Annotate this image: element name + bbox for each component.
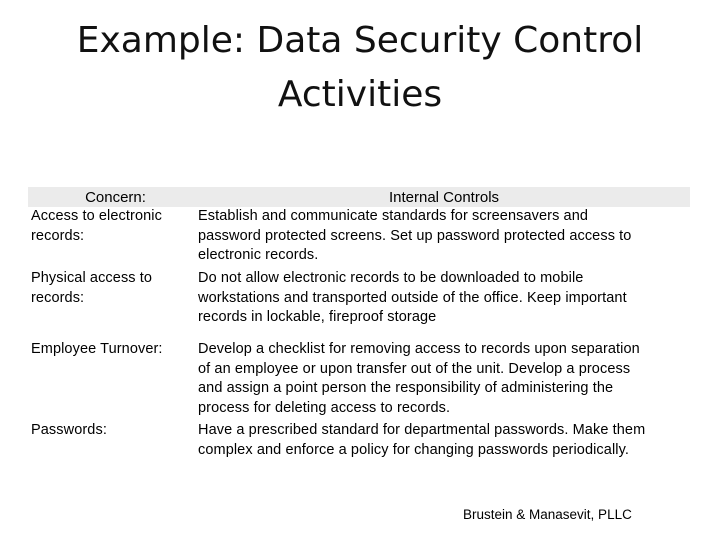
control-text-line: Have a prescribed standard for departmental passwords. Make them — [198, 422, 646, 438]
control-text-line: Do not allow electronic records to be downloaded to mobile — [198, 270, 584, 286]
table-row-1-control — [198, 207, 690, 266]
control-text-line: complex and enforce a policy for changing passwords periodically. — [198, 441, 629, 458]
concern-text-line: Passwords: — [31, 422, 107, 438]
concern-text-line: Access to electronic — [31, 208, 162, 224]
control-text-line: of an employee or upon transfer out of the unit. Develop a process — [198, 360, 631, 377]
control-text-line: records in lockable, fireproof storage — [198, 309, 437, 325]
slide-title — [0, 14, 720, 122]
slide-title-line-1: Example: Data Security Control — [76, 20, 644, 61]
control-text-line: password protected screens. Set up password protected access to — [198, 227, 632, 244]
table-row-4-concern — [31, 421, 191, 441]
control-text-line: electronic records. — [198, 247, 319, 263]
control-text-line: Develop a checklist for removing access to records upon separation — [198, 341, 640, 357]
control-text-line: Establish and communicate standards for screensavers and — [198, 208, 589, 224]
concern-text-line: Physical access to — [31, 270, 153, 286]
control-text-line: process for deleting access to records. — [198, 399, 451, 416]
control-text-line: and assign a point person the responsibility of administering the — [198, 380, 614, 396]
table-row-1-concern — [31, 207, 191, 246]
table-row-2-control — [198, 269, 690, 328]
footer-credit: Brustein & Manasevit, PLLC — [463, 507, 632, 522]
slide-title-line-2: Activities — [277, 74, 443, 115]
concern-text-line: records: — [31, 289, 85, 306]
control-text-line: workstations and transported outside of the office. Keep important — [198, 289, 627, 306]
table-row-3-concern — [31, 340, 191, 360]
table-row-4-control — [198, 421, 690, 460]
concern-text-line: records: — [31, 227, 85, 244]
concern-text-line: Employee Turnover: — [31, 341, 163, 357]
table-row-3-control — [198, 340, 690, 418]
table-header-internal-controls: Internal Controls — [388, 189, 500, 206]
table-row-2-concern — [31, 269, 191, 308]
table-header-concern: Concern: — [85, 189, 146, 206]
